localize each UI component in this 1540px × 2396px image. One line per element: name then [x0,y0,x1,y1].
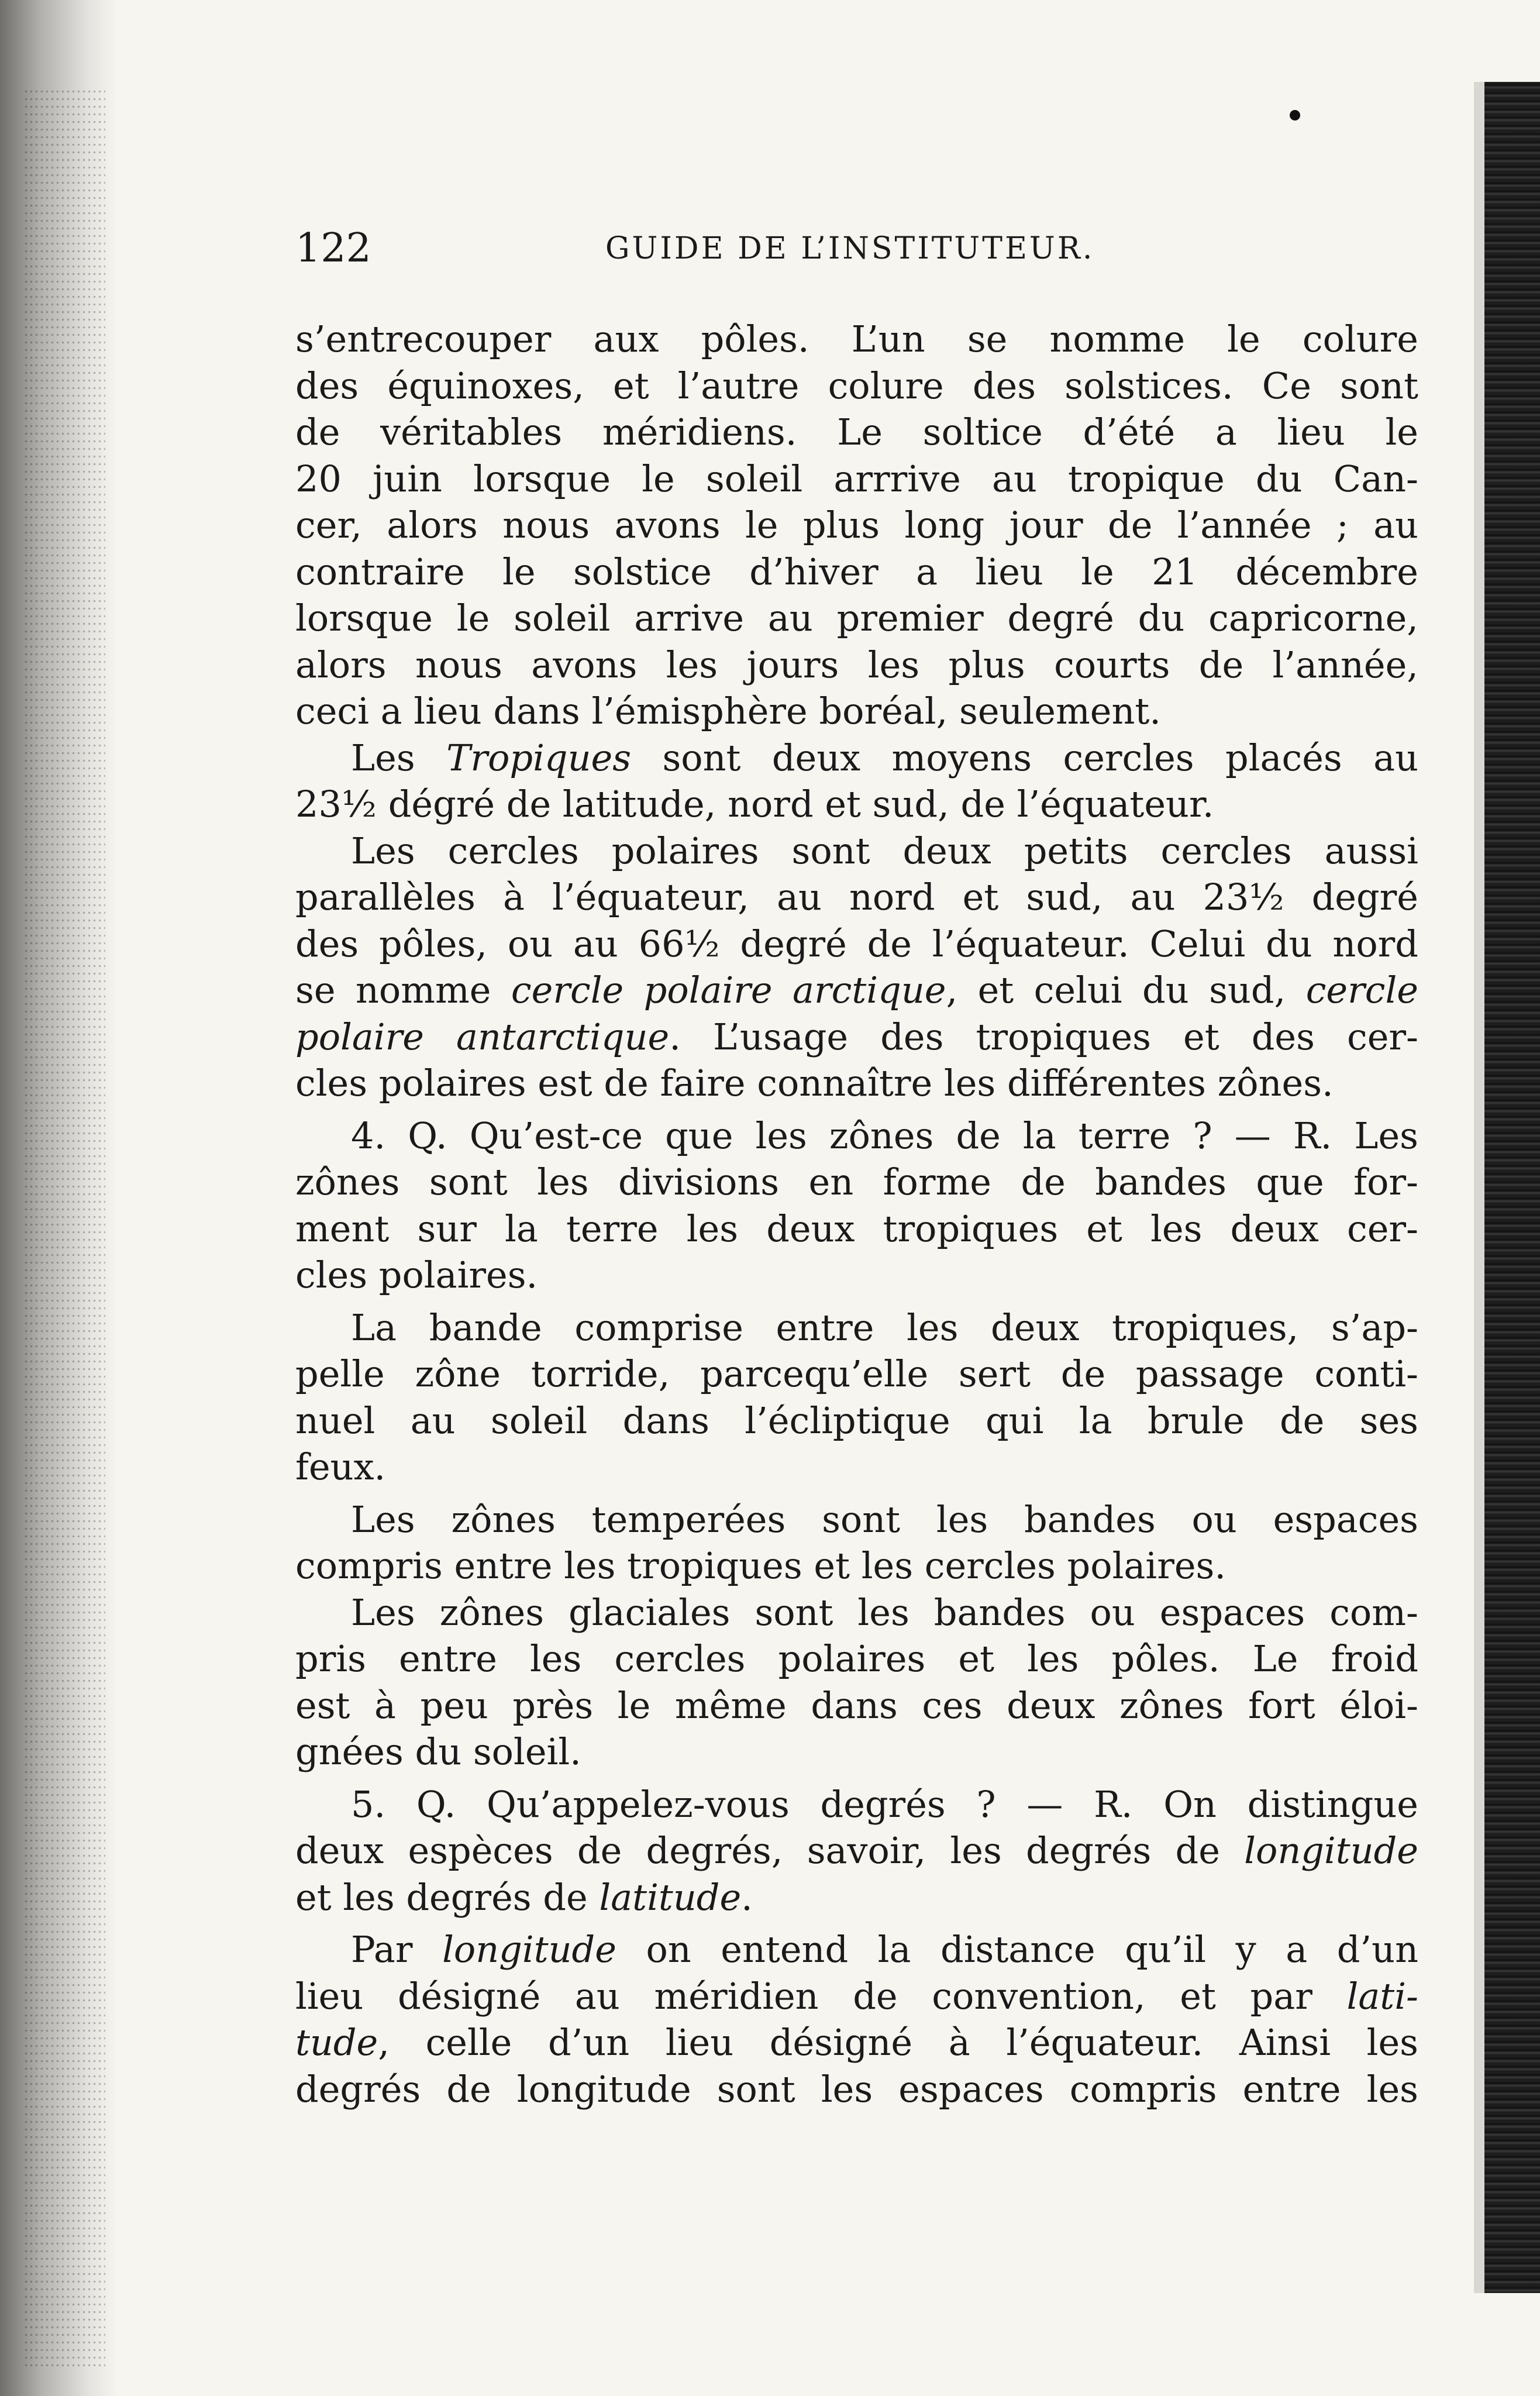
text-line: Par longitude on entend la distance qu’il y a d’un [351,1928,1419,1971]
text-line: ceci a lieu dans l’émisphère boréal, seulement. [295,690,1162,732]
text-line: tude, celle d’un lieu désigné à l’équateur. Ainsi les [295,2021,1418,2064]
text-line: des pôles, ou au 66½ degré de l’équateur. Celui du nord [295,922,1418,965]
text-line: cles polaires est de faire connaître les différentes zônes. [295,1062,1334,1104]
page-header [295,222,1418,275]
text-line: compris entre les tropiques et les cercles polaires. [295,1544,1227,1587]
text-line: degrés de longitude sont les espaces compris entre les [295,2067,1418,2111]
text-line: contraire le solstice d’hiver a lieu le 21 décembre [295,550,1418,593]
text-line: alors nous avons les jours les plus courts de l’année, [295,643,1418,686]
scan-speck [1290,110,1300,121]
text-line: pris entre les cercles polaires et les pôles. Le froid [295,1637,1418,1680]
text-line: gnées du soleil. [295,1730,581,1773]
text-line: Les Tropiques sont deux moyens cercles placés au [351,736,1418,779]
scan-left-edge-noise [23,88,105,2369]
text-line: cles polaires. [295,1254,538,1296]
text-line: parallèles à l’équateur, au nord et sud, au 23½ degré [295,876,1418,918]
text-line: feux. [295,1445,386,1488]
text-line: se nomme cercle polaire arctique, et celui du sud, cercle [295,969,1418,1011]
text-line: 23½ dégré de latitude, nord et sud, de l’équateur. [295,783,1214,825]
text-line: de véritables méridiens. Le soltice d’été a lieu le [295,411,1418,453]
text-line: lorsque le soleil arrive au premier degré du capricorne, [295,597,1418,639]
body-text [295,316,1418,2112]
text-line: et les degrés de latitude. [295,1875,753,1919]
text-line: Les zônes temperées sont les bandes ou espaces [351,1498,1418,1541]
text-line: des équinoxes, et l’autre colure des solstices. Ce sont [295,364,1418,407]
text-line: nuel au soleil dans l’écliptique qui la brule de ses [295,1399,1418,1442]
scan-right-shadow [1474,82,1484,2293]
text-line: lieu désigné au méridien de convention, et par lati- [295,1974,1418,2018]
text-line: polaire antarctique. L’usage des tropiques et des cer- [295,1015,1418,1058]
text-line: deux espèces de degrés, savoir, les degrés de longitude [295,1829,1418,1872]
text-line: 20 juin lorsque le soleil arrrive au tropique du Can- [295,457,1418,500]
text-line: pelle zône torride, parcequ’elle sert de passage conti- [295,1352,1418,1395]
text-line: zônes sont les divisions en forme de bandes que for- [295,1161,1418,1203]
text-line: Les zônes glaciales sont les bandes ou espaces com- [351,1591,1418,1634]
text-line: 5. Q. Qu’appelez-vous degrés ? — R. On distingue [351,1782,1418,1826]
text-line: s’entrecouper aux pôles. L’un se nomme le colure [295,318,1418,360]
text-line: 4. Q. Qu’est-ce que les zônes de la terre ? — R. Les [351,1114,1418,1157]
page-number: 122 [295,225,371,271]
text-line: est à peu près le même dans ces deux zônes fort éloi- [295,1684,1418,1727]
text-line: ment sur la terre les deux tropiques et les deux cer- [295,1207,1418,1250]
scan-right-bar [1484,82,1540,2293]
text-line: Les cercles polaires sont deux petits cercles aussi [351,829,1418,872]
running-title: GUIDE DE L’INSTITUTEUR. [605,231,1095,266]
text-line: La bande comprise entre les deux tropiques, s’ap- [351,1306,1418,1349]
text-line: cer, alors nous avons le plus long jour de l’année ; au [295,504,1418,546]
